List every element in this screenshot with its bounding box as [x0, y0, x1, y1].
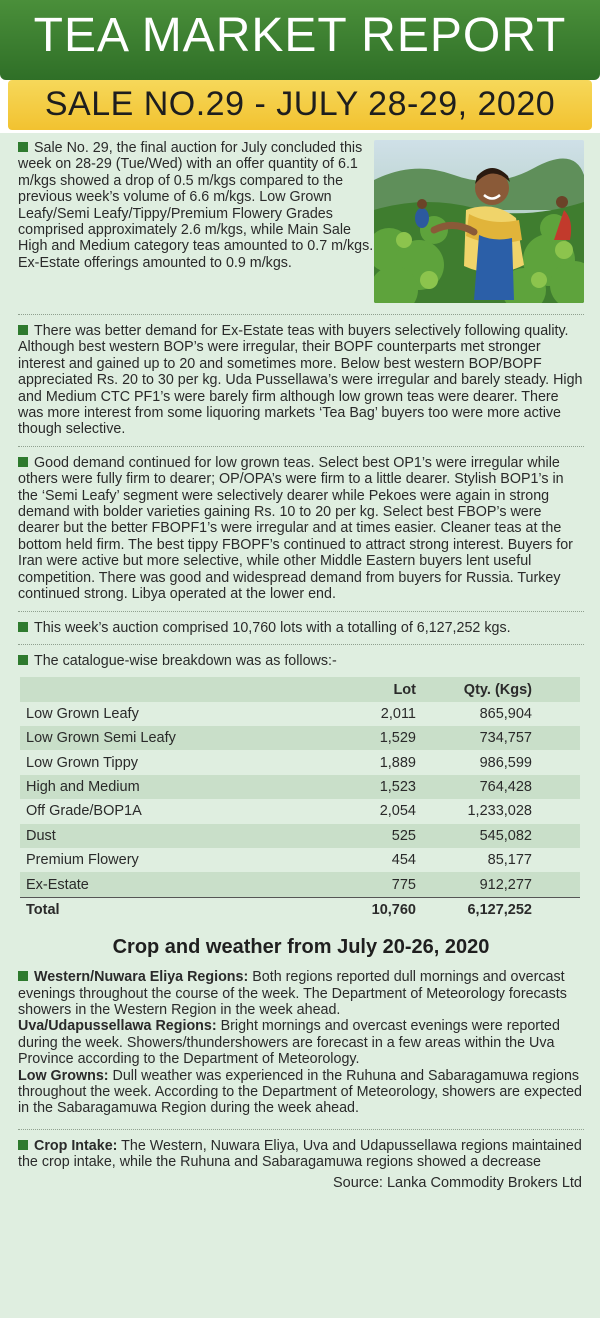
row-lot: 1,529: [379, 730, 416, 747]
row-qty: 986,599: [479, 754, 532, 771]
table-row: [20, 750, 580, 774]
column-header-category: [20, 677, 300, 701]
western-region-label: Western/Nuwara Eliya Regions:: [34, 969, 249, 986]
table-row: [20, 824, 580, 848]
paragraph-sale-summary: [18, 140, 374, 271]
row-qty: 734,757: [479, 730, 532, 747]
section-divider: [18, 1129, 584, 1130]
paragraph-ex-estate: [18, 323, 584, 438]
paragraph-text: Sale No. 29, the final auction for July concluded this week on 28-29 (Tue/Wed) with an offer quantity of 6.1 m/kgs showed a drop of 0.5 m/kgs compared to the previous week’s volume of 6.6 m/kgs. Low Grown Leafy/Semi Leafy/Tippy/Premium Flowery Grades comprised approximately 2.6 m/kgs, while Main Sale High and Medium category teas amounted to 0.7 m/kgs. Ex-Estate offerings amounted to 0.9 m/kgs.: [18, 140, 374, 271]
square-bullet-icon: [18, 1140, 28, 1150]
intro-block: [18, 140, 584, 306]
square-bullet-icon: [18, 622, 28, 632]
row-category: Off Grade/BOP1A: [26, 803, 142, 820]
table-total-row: [20, 897, 580, 922]
row-category: Low Grown Semi Leafy: [26, 730, 176, 747]
source-credit: Source: Lanka Commodity Brokers Ltd: [332, 1174, 582, 1191]
paragraph-catalogue-intro: [18, 653, 584, 669]
square-bullet-icon: [18, 142, 28, 152]
row-category: Premium Flowery: [26, 852, 139, 869]
row-lot: 2,054: [379, 803, 416, 820]
row-qty: 1,233,028: [467, 803, 532, 820]
report-subtitle: SALE NO.29 - JULY 28-29, 2020: [44, 85, 556, 123]
paragraph-crop-intake: [18, 1138, 584, 1171]
table-row: [20, 848, 580, 872]
row-qty: 545,082: [479, 827, 532, 844]
crop-weather-heading: Crop and weather from July 20-26, 2020: [112, 936, 490, 959]
section-divider: [18, 644, 584, 645]
table-row: [20, 775, 580, 799]
subtitle-banner: [8, 80, 592, 130]
total-qty: 6,127,252: [446, 897, 580, 922]
uva-region-text: Bright mornings and overcast evenings were reported during the week. Showers/thundershowers are forecast in a few areas within the Uva Province according to the Department of Meteorology.: [18, 1018, 560, 1068]
paragraph-text: This week’s auction comprised 10,760 lots with a totalling of 6,127,252 kgs.: [34, 619, 511, 636]
square-bullet-icon: [18, 457, 28, 467]
tea-plucker-photo: [374, 140, 584, 303]
table-row: [20, 726, 580, 750]
report-header: [0, 0, 600, 133]
report-title: TEA MARKET REPORT: [33, 9, 567, 62]
paragraph-text: Good demand continued for low grown teas. Select best OP1’s were irregular while others were fully firm to dearer; OP/OPA’s were firm to a little dearer. Stylish BOP1’s in the ‘Semi Leafy’ segment were selectively dearer while Pekoes were again in strong demand with bolder varieties gaining Rs. 10 to 20 per kg. Select best FBOP’s were dearer but the better FBOPF1’s were irregular and at times easier. Cleaner teas at the bottom held firm. The best tippy FBOPF’s continued to attract strong interest. Buyers for Iran were active but more selective, while other Middle Eastern buyers lent useful competition. There was good and widespread demand from buyers for Russia. Turkey continued strong. Libya operated at the lower end.: [18, 454, 573, 603]
square-bullet-icon: [18, 325, 28, 335]
row-lot: 775: [391, 876, 416, 893]
row-category: High and Medium: [26, 779, 140, 796]
tea-plucker-illustration: [374, 140, 584, 303]
section-divider: [18, 611, 584, 612]
report-body: [18, 140, 584, 1191]
paragraph-auction-total: [18, 620, 584, 636]
table-row: [20, 872, 580, 897]
row-lot: 2,011: [380, 705, 416, 722]
catalogue-breakdown-table: [20, 677, 580, 922]
crop-intake-label: Crop Intake:: [34, 1137, 118, 1154]
low-growns-text: Dull weather was experienced in the Ruhuna and Sabaragamuwa regions throughout the week. According to the Department of Meteorology, showers are expected in the Sabaragamuwa Region during the week ahead.: [18, 1067, 582, 1117]
column-header-lot: Lot: [393, 681, 416, 698]
table-header-row: [20, 677, 580, 701]
paragraph-text: The catalogue-wise breakdown was as follows:-: [34, 652, 337, 669]
crop-intake-text: The Western, Nuwara Eliya, Uva and Udapussellawa regions maintained the crop intake, while the Ruhuna and Sabaragamuwa regions showed a decrease: [18, 1137, 582, 1171]
paragraph-crop-weather: [18, 969, 584, 1117]
western-region-text: Both regions reported dull mornings and overcast evenings throughout the course of the week. The Department of Meteorology forecasts showers in the Western Region in the week ahead.: [18, 969, 567, 1019]
column-header-qty: Qty. (Kgs): [463, 681, 532, 698]
row-category: Low Grown Leafy: [26, 705, 139, 722]
row-lot: 1,889: [379, 754, 416, 771]
total-label: Total: [20, 897, 300, 922]
paragraph-text: There was better demand for Ex-Estate teas with buyers selectively following quality. Although best western BOP’s were irregular, their BOPF counterparts met stronger interest and gained up to 20 and sometimes more. Below best western BOP/BOPF appreciated Rs. 20 to 30 per kg. Uda Pussellawa’s were irregular and barely steady. High and Medium CTC PF1’s were barely firm although low grown teas were dearer. There was more interest from some liquoring markets ‘Tea Bag’ buyers too were more active though selective.: [18, 323, 583, 438]
row-category: Low Grown Tippy: [26, 754, 139, 771]
square-bullet-icon: [18, 971, 28, 981]
title-banner: [0, 0, 600, 80]
paragraph-low-grown: [18, 455, 584, 603]
table-row: [20, 702, 580, 726]
total-lot: 10,760: [300, 897, 446, 922]
row-lot: 454: [391, 852, 416, 869]
row-category: Dust: [26, 827, 56, 844]
row-lot: 525: [391, 827, 416, 844]
row-qty: 764,428: [479, 779, 532, 796]
row-qty: 85,177: [487, 852, 532, 869]
low-growns-label: Low Growns:: [18, 1067, 109, 1084]
row-lot: 1,523: [379, 779, 416, 796]
row-qty: 912,277: [479, 876, 532, 893]
section-divider: [18, 314, 584, 315]
uva-region-label: Uva/Udapussellawa Regions:: [18, 1018, 217, 1035]
square-bullet-icon: [18, 655, 28, 665]
section-divider: [18, 446, 584, 447]
row-category: Ex-Estate: [26, 876, 89, 893]
table-row: [20, 799, 580, 823]
row-qty: 865,904: [479, 705, 532, 722]
